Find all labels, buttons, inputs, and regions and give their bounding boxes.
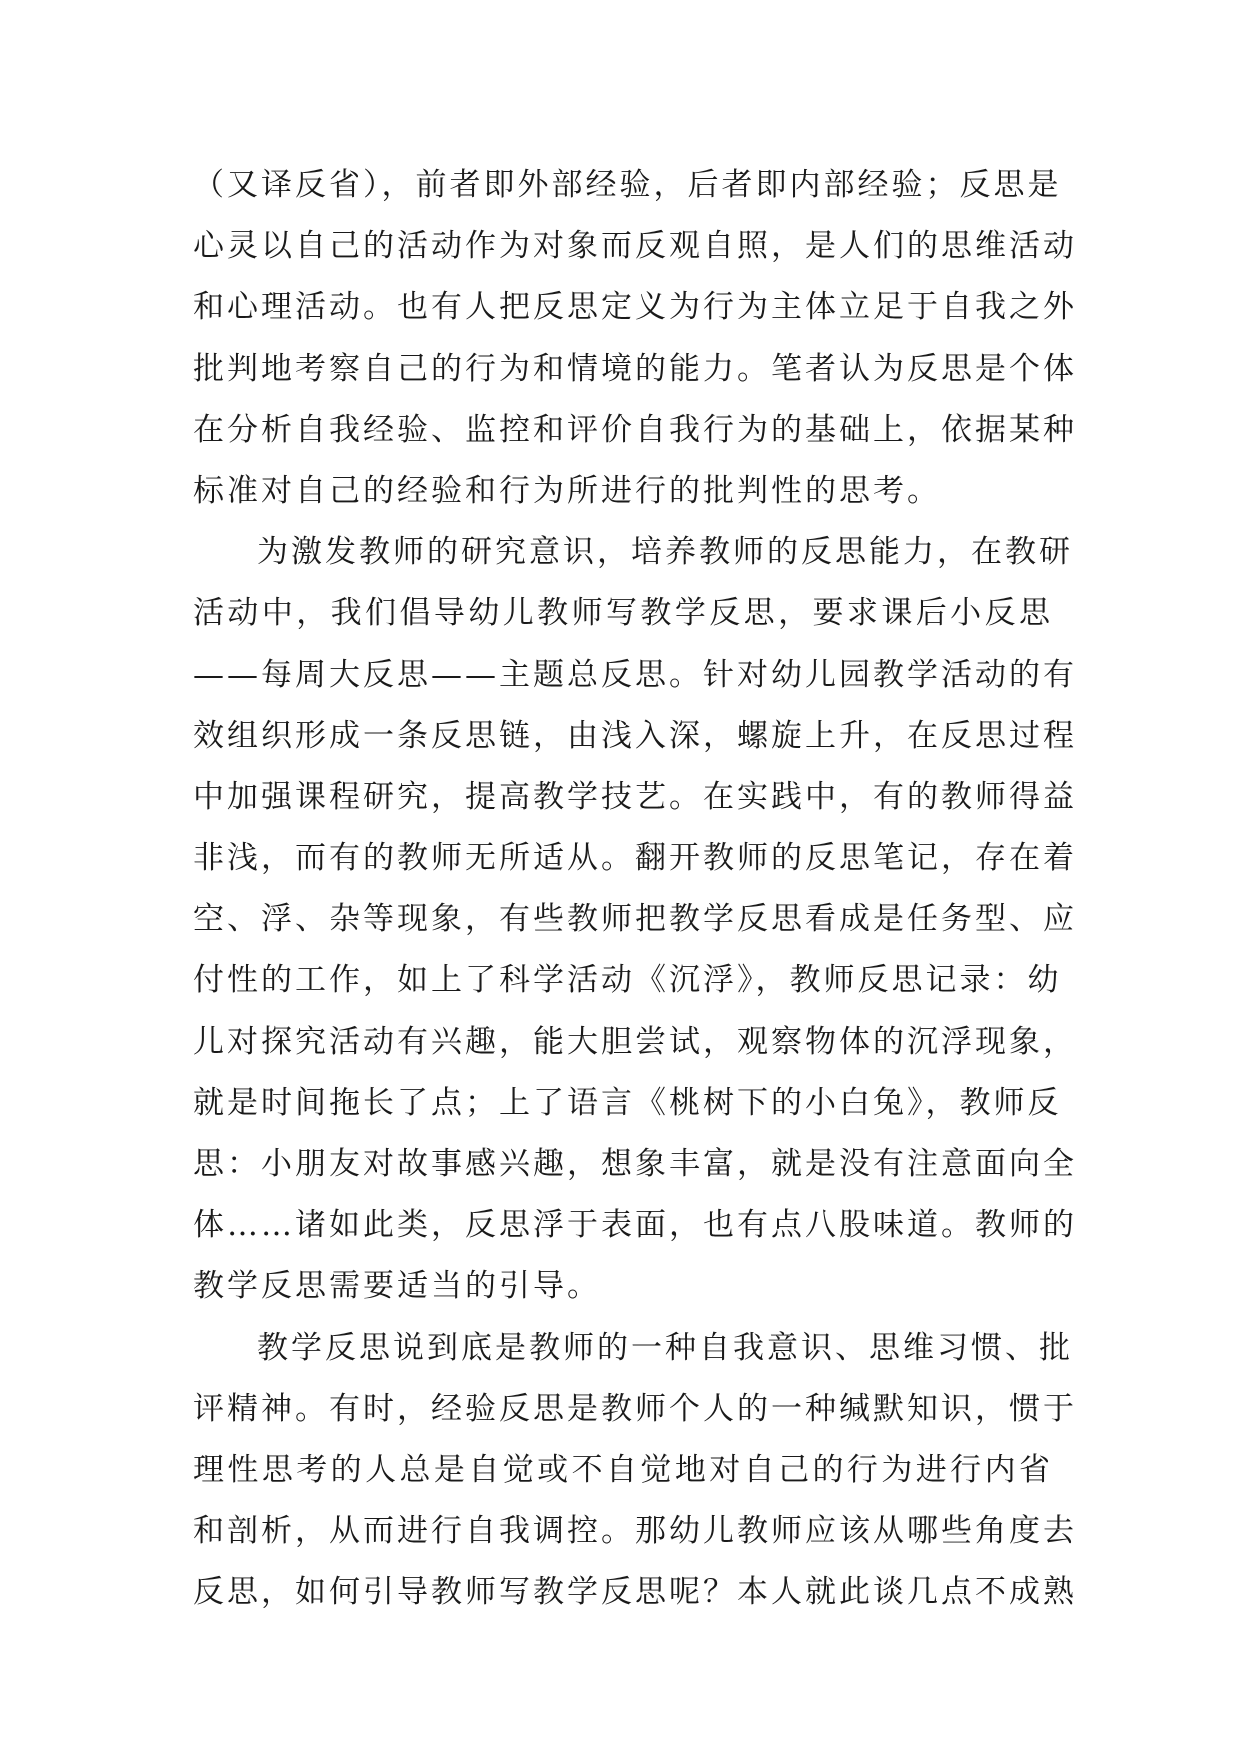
text-line: 就是时间拖长了点；上了语言《桃树下的小白兔》，教师反 xyxy=(193,1084,1062,1121)
text-line: 思：小朋友对故事感兴趣，想象丰富，就是没有注意面向全 xyxy=(193,1146,1077,1182)
text-line: （又译反省），前者即外部经验，后者即内部经验；反思是 xyxy=(193,167,1062,203)
text-line: 教学反思需要适当的引导。 xyxy=(193,1268,601,1305)
text-line: 空、浮、杂等现象，有些教师把教学反思看成是任务型、应 xyxy=(193,901,1077,938)
text-line: 效组织形成一条反思链，由浅入深，螺旋上升，在反思过程 xyxy=(193,717,1077,754)
text-line: 付性的工作，如上了科学活动《沉浮》，教师反思记录：幼 xyxy=(193,962,1062,999)
text-line: 儿对探究活动有兴趣，能大胆尝试，观察物体的沉浮现象， xyxy=(193,1023,1077,1060)
text-line: 和剖析，从而进行自我调控。那幼儿教师应该从哪些角度去 xyxy=(193,1513,1077,1550)
text-line: 中加强课程研究，提高教学技艺。在实践中，有的教师得益 xyxy=(193,778,1077,815)
text-line: 在分析自我经验、监控和评价自我行为的基础上，依据某种 xyxy=(193,411,1077,448)
paragraph-2 xyxy=(193,522,1077,1317)
text-line: 和心理活动。也有人把反思定义为行为主体立足于自我之外 xyxy=(193,289,1077,326)
text-line: 为激发教师的研究意识，培养教师的反思能力，在教研 xyxy=(257,534,1073,571)
text-line: 教学反思说到底是教师的一种自我意识、思维习惯、批 xyxy=(257,1329,1073,1366)
text-line: 理性思考的人总是自觉或不自觉地对自己的行为进行内省 xyxy=(193,1451,1053,1488)
paragraph-3 xyxy=(193,1318,1077,1624)
text-line: 体……诸如此类，反思浮于表面，也有点八股味道。教师的 xyxy=(193,1207,1077,1244)
body-text xyxy=(193,155,1077,1624)
text-line: 批判地考察自己的行为和情境的能力。笔者认为反思是个体 xyxy=(193,350,1077,387)
text-line: ——每周大反思——主题总反思。针对幼儿园教学活动的有 xyxy=(193,656,1077,693)
text-line: 心灵以自己的活动作为对象而反观自照，是人们的思维活动 xyxy=(193,228,1077,265)
text-line: 非浅，而有的教师无所适从。翻开教师的反思笔记，存在着 xyxy=(193,840,1077,877)
text-line: 标准对自己的经验和行为所进行的批判性的思考。 xyxy=(193,472,941,509)
text-line: 活动中，我们倡导幼儿教师写教学反思，要求课后小反思 xyxy=(193,595,1053,632)
paragraph-1 xyxy=(193,155,1077,522)
text-line: 评精神。有时，经验反思是教师个人的一种缄默知识，惯于 xyxy=(193,1390,1077,1427)
text-line: 反思，如何引导教师写教学反思呢？本人就此谈几点不成熟 xyxy=(193,1574,1077,1611)
